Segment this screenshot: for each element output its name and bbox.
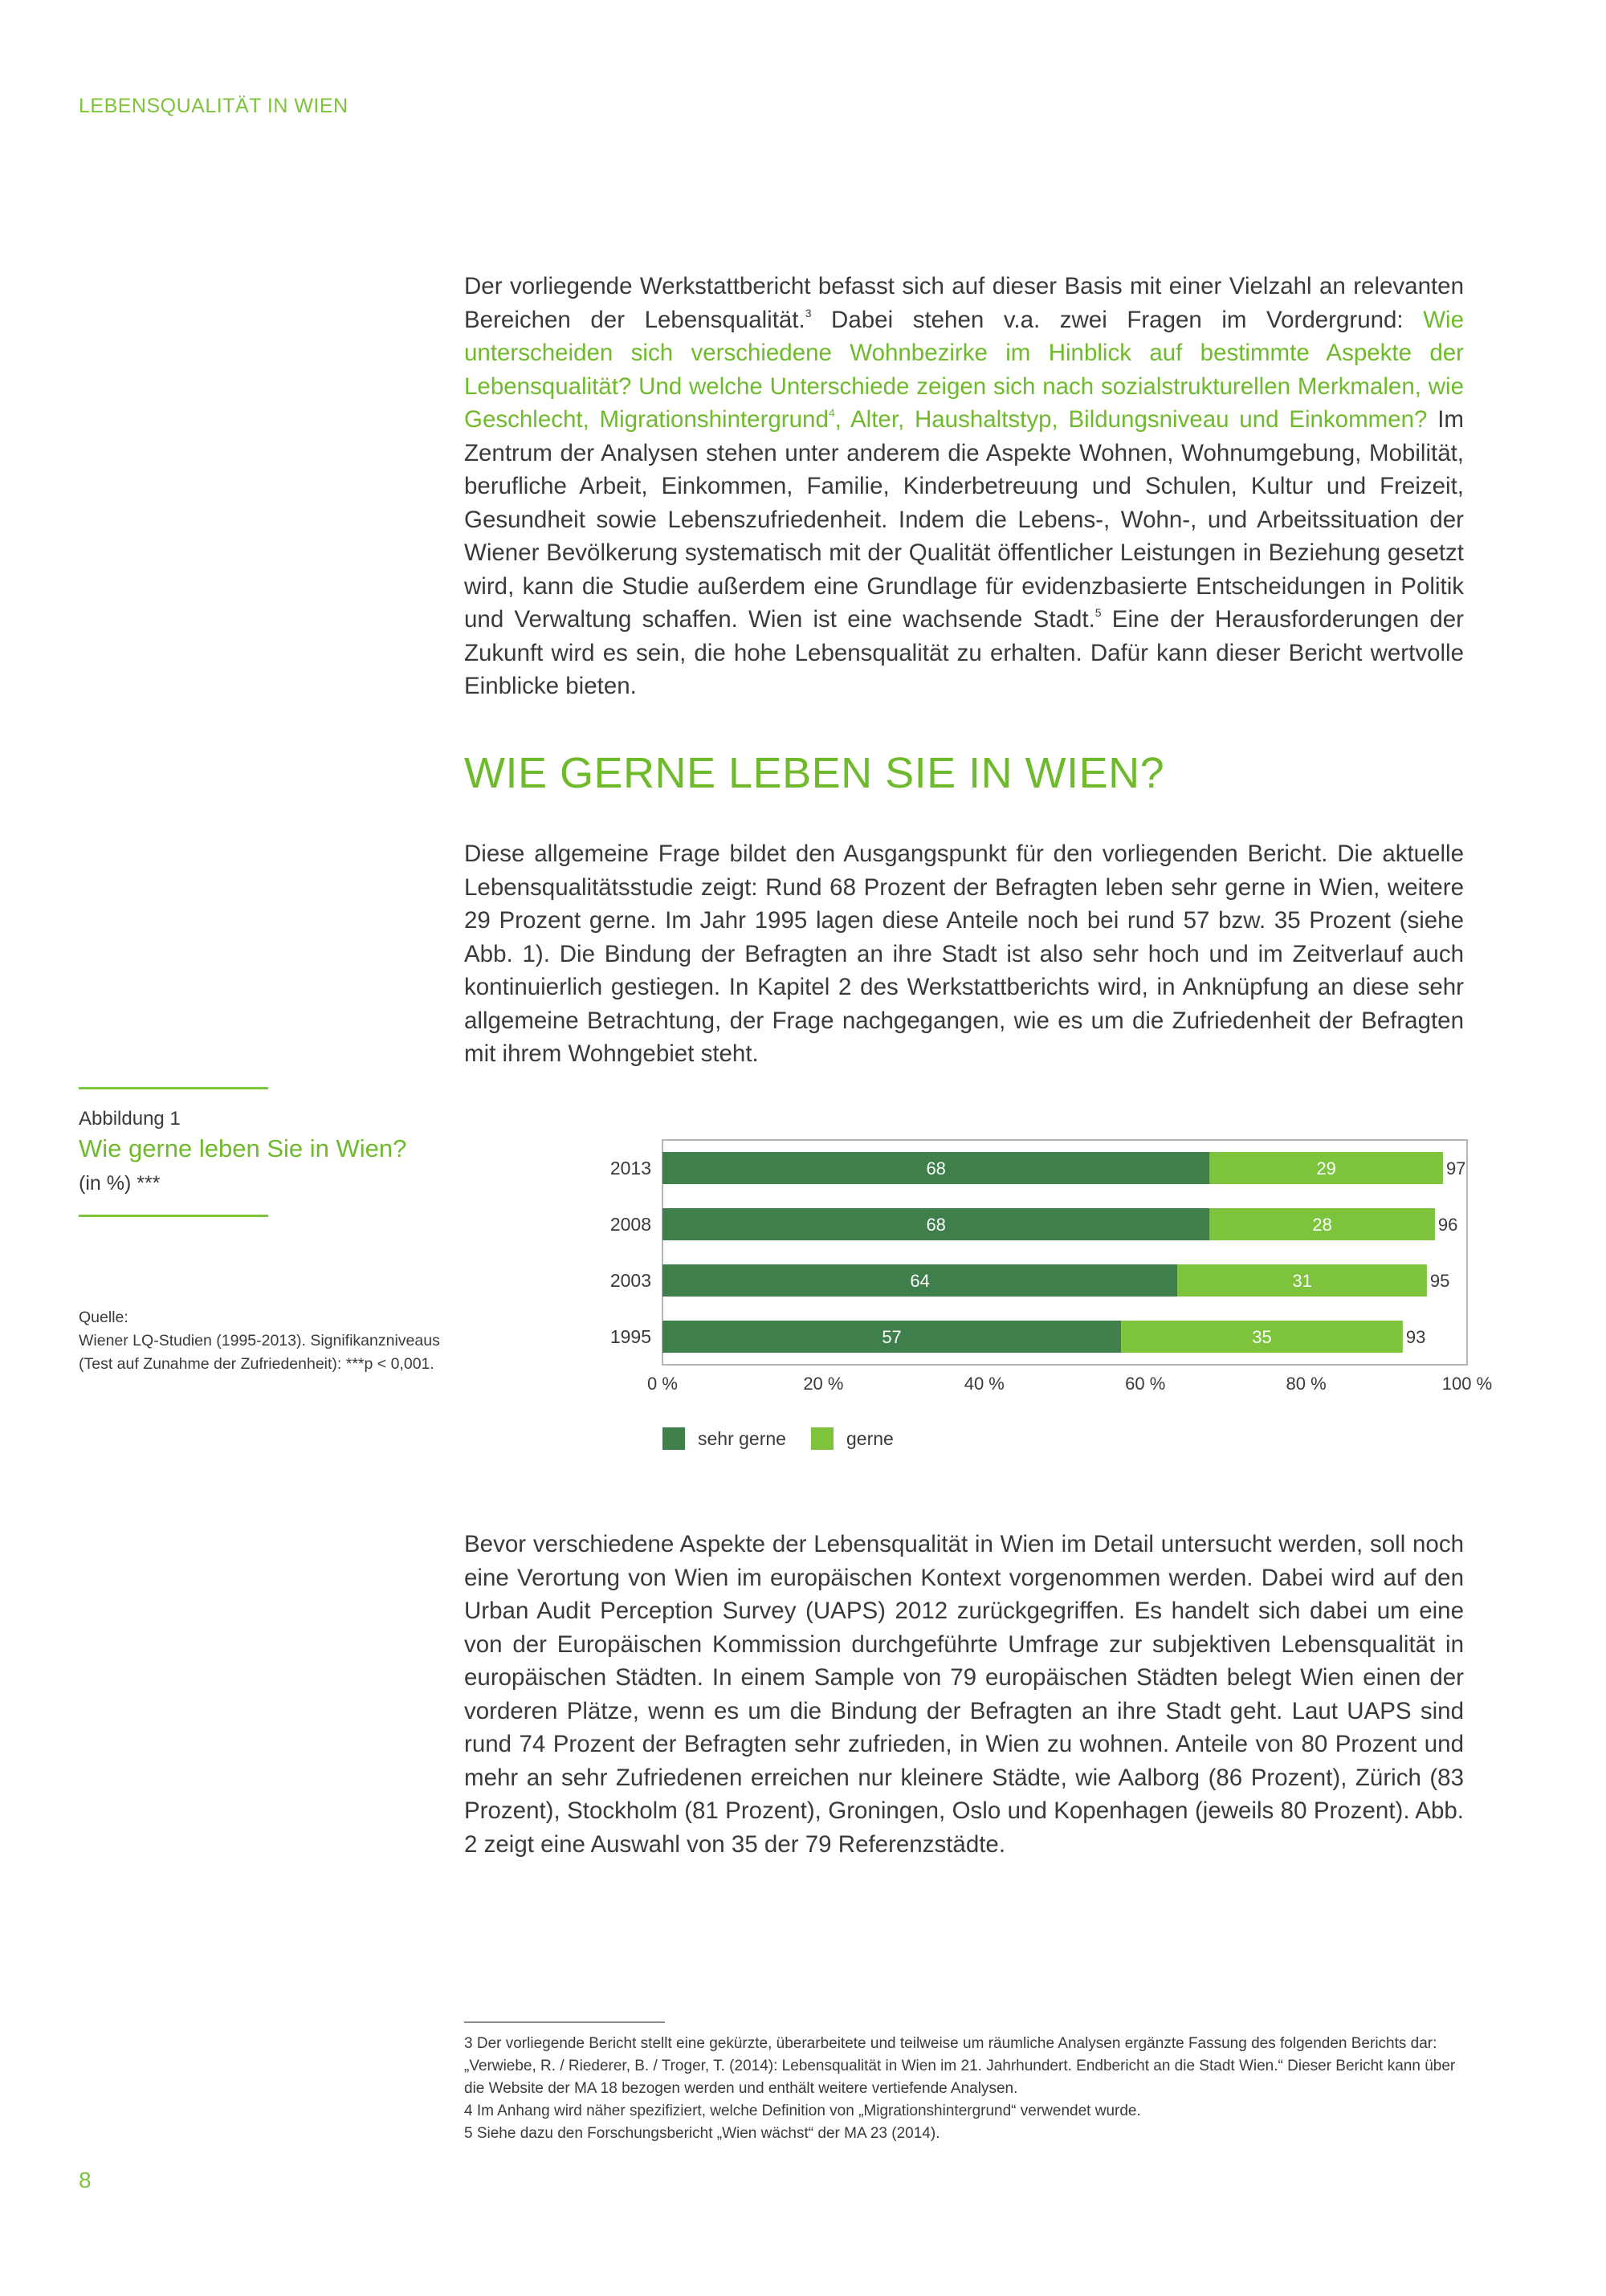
intro-text-4: Eine der Herausforderungen der Zukunft wird es sein, die hohe Lebensqualität zu erhalten. Dafür kann dieser Bericht wertvolle Einblicke bieten. (464, 606, 1464, 699)
figure-title: Wie gerne leben Sie in Wien? (79, 1134, 407, 1162)
bar-value-2013-gerne: 29 (1316, 1158, 1336, 1179)
bar-value-2003-gerne: 31 (1292, 1271, 1312, 1291)
body-paragraph-2: Bevor verschiedene Aspekte der Lebensqualität in Wien im Detail untersucht werden, soll noch eine Verortung von Wien im europäischen Kontext vorgenommen werden. Dabei wird auf den Urban Audit Perception Survey (UAPS) 2012 zurückgegriffen. Es handelt sich dabei um eine von der Europäischen Kommission durchgeführte Umfrage zur subjektiven Lebensqualität in europäischen Städten. In einem Sample von 79 europäischen Städten belegt Wien einen der vorderen Plätze, wenn es um die Bindung der Befragten an ihre Stadt geht. Laut UAPS sind rund 74 Prozent der Befragten sehr zufrieden, in Wien zu wohnen. Anteile von 80 Prozent und mehr an sehr Zufriedenen erreichen nur kleinere Städte, wie Aalborg (86 Prozent), Zürich (83 Prozent), Stockholm (81 Prozent), Groningen, Oslo und Kopenhagen (jeweils 80 Prozent). Abb. 2 zeigt eine Auswahl von 35 der 79 Referenzstädte. (464, 1531, 1464, 1858)
intro-text-3: Im Zentrum der Analysen stehen unter anderem die Aspekte Wohnen, Wohnumgebung, Mobilität, berufliche Arbeit, Einkommen, Familie, Kinderbetreuung und Schulen, Kultur und Freizeit, Gesundheit sowie Lebenszufriedenheit. Indem die Lebens-, Wohn-, und Arbeitssituation der Wiener Bevölkerung systematisch mit der Qualität öffentlicher Leistungen in Beziehung gesetzt wird, kann die Studie außerdem eine Grundlage für evidenzbasierte Entscheidungen in Politik und Verwaltung schaffen. Wien ist eine wachsende Stadt. (464, 406, 1464, 633)
x-tick-label: 60 % (1125, 1374, 1166, 1394)
figure-label: Abbildung 1 (79, 1108, 181, 1130)
figure-source (79, 1306, 456, 1376)
bar-value-1995-sehr-gerne: 57 (882, 1327, 902, 1347)
legend-swatch-gerne (811, 1427, 834, 1450)
bar-total-1995: 93 (1405, 1327, 1426, 1347)
figure-unit: (in %) *** (79, 1172, 161, 1195)
caption-rule-bottom (79, 1215, 268, 1217)
bar-value-2008-gerne: 28 (1312, 1215, 1332, 1235)
bar-value-2008-sehr-gerne: 68 (926, 1215, 946, 1235)
section-paragraph: Diese allgemeine Frage bildet den Ausgangspunkt für den vorliegenden Bericht. Die aktuelle Lebensqualitätsstudie zeigt: Rund 68 Prozent der Befragten leben sehr gerne in Wien, weitere 29 Prozent gerne. Im Jahr 1995 lagen diese Anteile noch bei rund 57 bzw. 35 Prozent (siehe Abb. 1). Die Bindung der Befragten an ihre Stadt ist also sehr hoch und im Zeitverlauf auch kontinuierlich gestiegen. In Kapitel 2 des Werkstattberichts wird, in Anknüpfung an diese sehr allgemeine Betrachtung, der Frage nachgegangen, wie es um die Zufriedenheit der Befragten mit ihrem Wohngebiet steht. (464, 841, 1464, 1067)
bar-total-2013: 97 (1445, 1158, 1466, 1179)
caption-rule-top (79, 1087, 268, 1089)
intro-text-1: Der vorliegende Werkstattbericht befasst sich auf dieser Basis mit einer Vielzahl an relevanten Bereichen der Lebensqualität. (464, 273, 1464, 333)
x-tick-label: 20 % (803, 1374, 844, 1394)
legend-swatch-sehr-gerne (662, 1427, 685, 1450)
running-title: LEBENSQUALITÄT IN WIEN (79, 95, 349, 117)
footnote-5: 5 Siehe dazu den Forschungsbericht „Wien wächst“ der MA 23 (2014). (464, 2125, 940, 2142)
stacked-bar-chart (594, 1140, 1493, 1477)
source-text: Wiener LQ-Studien (1995-2013). Signifikanzniveaus (Test auf Zunahme der Zufriedenheit): ***p < 0,001. (79, 1332, 440, 1373)
bar-value-2013-sehr-gerne: 68 (926, 1158, 946, 1179)
bar-total-2003: 95 (1429, 1271, 1450, 1291)
bar-total-2008: 96 (1437, 1215, 1458, 1235)
bar-value-2003-sehr-gerne: 64 (910, 1271, 930, 1291)
page-number: 8 (79, 2168, 92, 2192)
category-label-2013: 2013 (609, 1158, 651, 1179)
intro-highlight-1: Wie unterscheiden sich verschiedene Wohnbezirke im Hinblick auf bestimmte Aspekte der Lebensqualität? Und welche Unterschiede zeigen sich nach sozialstrukturellen Merkmalen, wie Geschlecht, Migrationshintergrund (464, 306, 1464, 433)
intro-text-2: Dabei stehen v.a. zwei Fragen im Vordergrund: (811, 306, 1424, 333)
intro-highlight-2: , Alter, Haushaltstyp, Bildungsniveau und Einkommen? (834, 406, 1428, 433)
x-tick-label: 0 % (647, 1374, 678, 1394)
footnote-4: 4 Im Anhang wird näher spezifiziert, welche Definition von „Migrationshintergrund“ verwendet wurde. (464, 2103, 1141, 2119)
category-label-2008: 2008 (609, 1214, 651, 1235)
x-tick-label: 100 % (1441, 1374, 1493, 1394)
legend-label-sehr-gerne: sehr gerne (698, 1428, 786, 1449)
x-tick-label: 80 % (1286, 1374, 1327, 1394)
bar-value-1995-gerne: 35 (1252, 1327, 1272, 1347)
footnote-ref-5[interactable]: 5 (1094, 606, 1102, 620)
footnote-ref-3[interactable]: 3 (805, 306, 812, 320)
footnotes (464, 2033, 1464, 2145)
legend-label-gerne: gerne (846, 1428, 894, 1449)
section-heading: WIE GERNE LEBEN SIE IN WIEN? (464, 749, 1165, 797)
category-label-2003: 2003 (609, 1270, 651, 1291)
footnote-ref-4[interactable]: 4 (828, 406, 835, 420)
category-label-1995: 1995 (609, 1326, 651, 1347)
footnote-3: 3 Der vorliegende Bericht stellt eine gekürzte, überarbeitete und teilweise um räumliche Analysen ergänzte Fassung des folgenden Berichts dar: „Verwiebe, R. / Riederer, B. / Troger, T. (2014): Lebensqualität in Wien im 21. Jahrhundert. Endbericht an die Stadt Wien.“ Dieser Bericht kann über die Website der MA 18 bezogen werden und enthält weitere vertiefende Analysen. (464, 2035, 1456, 2097)
source-label: Quelle: (79, 1309, 128, 1326)
intro-paragraph (464, 270, 1464, 703)
x-tick-label: 40 % (964, 1374, 1005, 1394)
footnote-rule (464, 2021, 665, 2023)
